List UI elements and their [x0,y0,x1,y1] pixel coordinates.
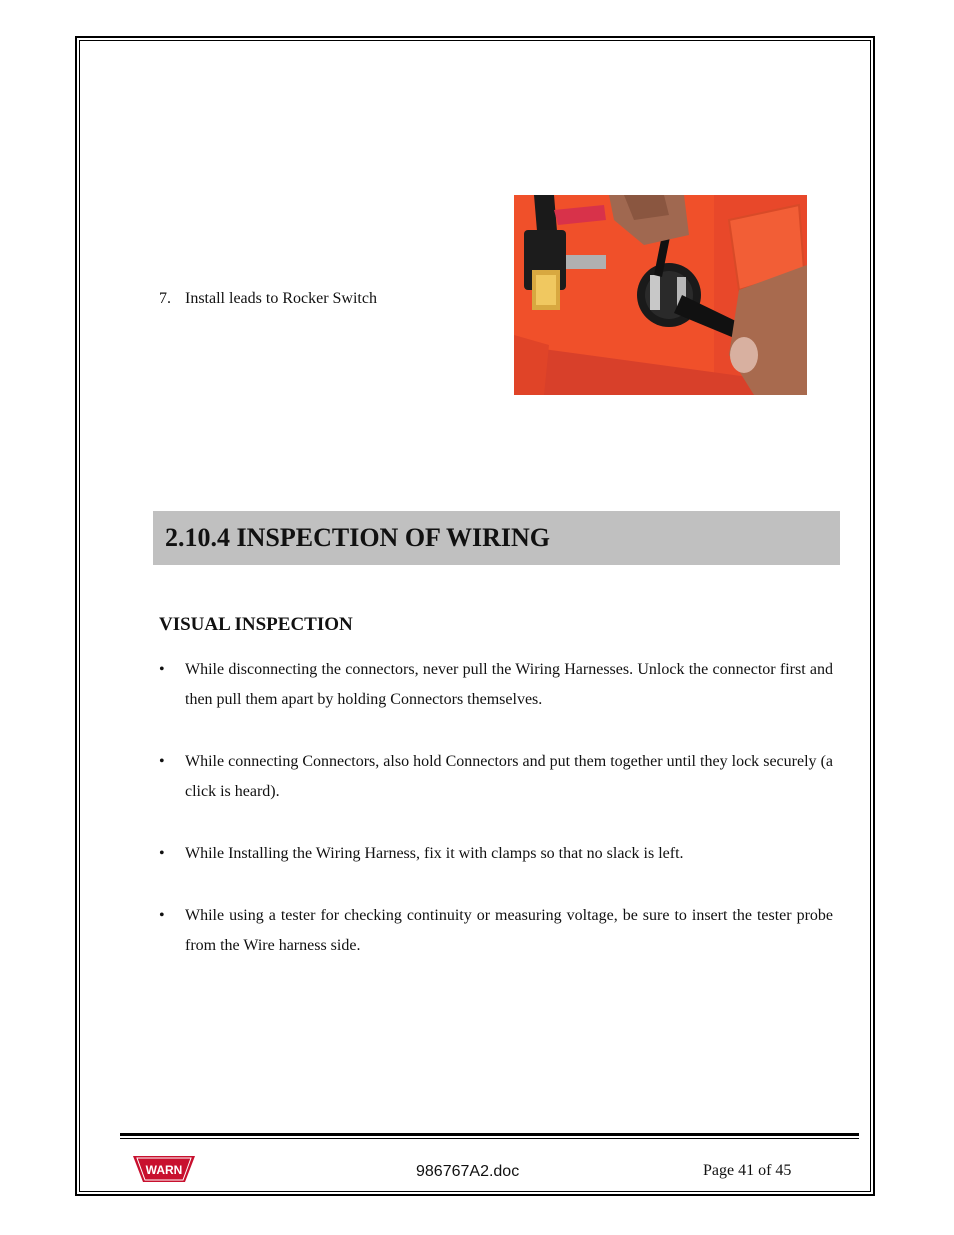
list-item-text: While using a tester for checking continuity or measuring voltage, be sure to insert the tester probe from the Wire harness side. [185,907,833,954]
rocker-switch-photo [514,195,807,395]
bullet-glyph: • [159,907,165,924]
inspection-list [159,655,833,993]
warn-logo [133,1154,195,1184]
section-heading-bar [153,511,840,565]
bullet-glyph: • [159,753,165,770]
list-item [159,655,833,715]
bullet-glyph: • [159,661,165,678]
list-item [159,901,833,961]
list-item-text: While Installing the Wiring Harness, fix it with clamps so that no slack is left. [185,845,684,862]
subheading: VISUAL INSPECTION [159,614,353,635]
footer-rule [120,1133,859,1139]
document-name: 986767A2.doc [416,1163,520,1180]
list-item-text: While disconnecting the connectors, never pull the Wiring Harnesses. Unlock the connector first and then pull them apart by holding Connectors themselves. [185,661,833,708]
list-item-text: While connecting Connectors, also hold Connectors and put them together until they lock securely (a click is heard). [185,753,833,800]
step-text: Install leads to Rocker Switch [185,290,377,307]
page-number: Page 41 of 45 [703,1162,792,1179]
logo-text: WARN [145,1163,183,1177]
list-item [159,839,833,869]
step-number: 7. [159,290,171,307]
section-title: 2.10.4 INSPECTION OF WIRING [165,523,550,552]
bullet-glyph: • [159,845,165,862]
step-item [159,290,377,308]
list-item [159,747,833,807]
